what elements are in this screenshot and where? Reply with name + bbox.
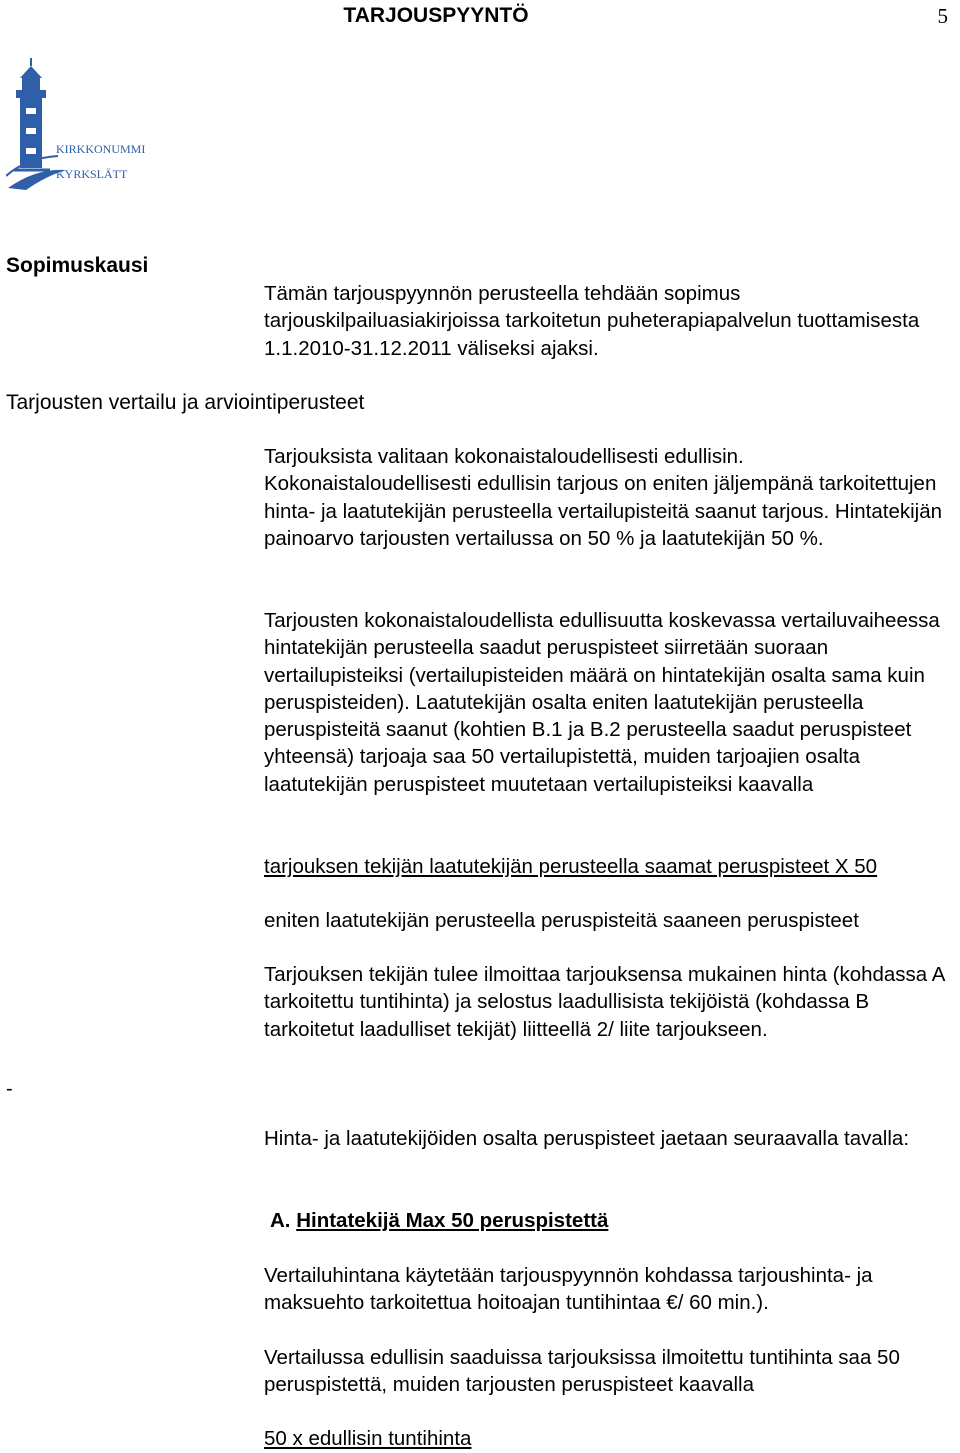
heading-vertailu: Tarjousten vertailu ja arviointiperusteet bbox=[6, 391, 365, 414]
paragraph-edullisin: Vertailussa edullisin saaduissa tarjouksissa ilmoitettu tuntihinta saa 50 peruspistettä, muiden tarjousten peruspisteet kaavalla bbox=[264, 1346, 900, 1397]
logo-text-1: KIRKKONUMMI bbox=[56, 142, 146, 156]
paragraph-jako: Hinta- ja laatutekijöiden osalta peruspisteet jaetaan seuraavalla tavalla: bbox=[264, 1127, 910, 1150]
heading-sopimuskausi: Sopimuskausi bbox=[6, 254, 149, 277]
list-dash: - bbox=[6, 1078, 13, 1100]
document-title: TARJOUSPYYNTÖ bbox=[343, 4, 529, 27]
subheading-text: Hintatekijä Max 50 peruspistettä bbox=[296, 1209, 609, 1232]
paragraph-vertailuhinta: Vertailuhintana käytetään tarjouspyynnön kohdassa tarjoushinta- ja maksuehto tarkoitettua hoitoajan tuntihintaa €/ 60 min.). bbox=[264, 1264, 873, 1315]
logo-text-2: KYRKSLÄTT bbox=[56, 167, 128, 181]
subheading-hintatekija bbox=[270, 1207, 960, 1234]
page-number: 5 bbox=[937, 4, 948, 28]
paragraph-vertailuvaihe: Tarjousten kokonaistaloudellista edullisuutta koskevassa vertailuvaiheessa hintatekijän perusteella saadut peruspisteet siirretään suoraan vertailupisteiksi (vertailupisteiden määrä on hintatekijän osalta sama kuin peruspisteiden). Laatutekijän osalta eniten laatutekijän perusteella peruspisteitä saanut (kohtien B.1 ja B.2 perusteella saadut peruspisteet yhteensä) tarjoaja saa 50 vertailupistettä, muiden tarjoajien osalta laatutekijän peruspisteet muutetaan vertailupisteiksi kaavalla bbox=[264, 609, 940, 796]
subheading-prefix: A. bbox=[270, 1209, 297, 1232]
paragraph-ilmoitus: Tarjouksen tekijän tulee ilmoittaa tarjouksensa mukainen hinta (kohdassa A tarkoitettu tuntihinta) ja selostus laadullisista tekijöistä (kohdassa B tarkoitetut laadulliset tekijät) liitteellä 2/ liite tarjoukseen. bbox=[264, 963, 945, 1041]
formula-numerator: tarjouksen tekijän laatutekijän perusteella saamat peruspisteet X 50 bbox=[264, 855, 878, 878]
lighthouse-icon bbox=[6, 58, 156, 198]
paragraph-sopimuskausi: Tämän tarjouspyynnön perusteella tehdään sopimus tarjouskilpailuasiakirjoissa tarkoitetun puheterapiapalvelun tuottamisesta 1.1.2010-31.12.2011 väliseksi ajaksi. bbox=[264, 282, 920, 360]
formula2-numerator: 50 x edullisin tuntihinta bbox=[264, 1427, 472, 1450]
kirkkonummi-logo bbox=[6, 58, 156, 198]
formula-denominator: eniten laatutekijän perusteella peruspisteitä saaneen peruspisteet bbox=[264, 909, 859, 932]
paragraph-valinta: Tarjouksista valitaan kokonaistaloudellisesti edullisin. Kokonaistaloudellisesti edullisin tarjous on eniten jäljempänä tarkoitettujen hinta- ja laatutekijän perusteella vertailupisteitä saanut tarjous. Hintatekijän painoarvo tarjousten vertailussa on 50 % ja laatutekijän 50 %. bbox=[264, 445, 943, 550]
